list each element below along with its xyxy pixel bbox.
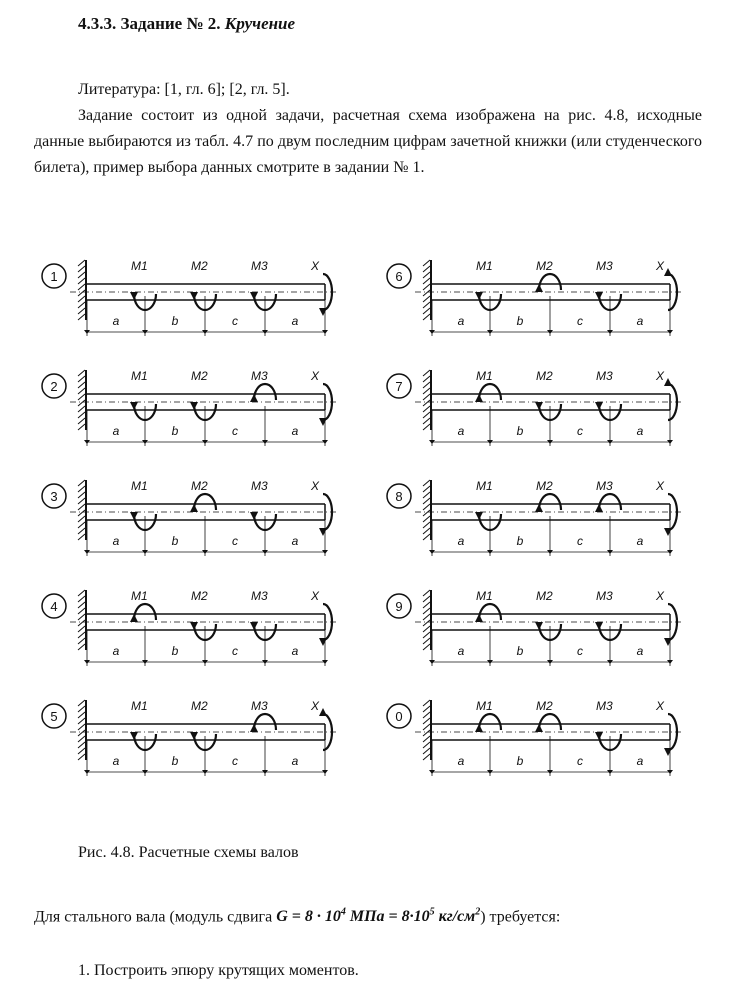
torque-arrowhead bbox=[250, 724, 258, 732]
wall-hatch bbox=[423, 534, 430, 540]
wall-hatch bbox=[423, 706, 430, 712]
formula-g: G = 8 · 10 bbox=[276, 908, 341, 926]
wall-hatch bbox=[78, 608, 85, 614]
torque-arrowhead bbox=[190, 504, 198, 512]
wall-hatch bbox=[78, 754, 85, 760]
wall-hatch bbox=[423, 370, 430, 376]
torque-arrowhead bbox=[535, 402, 543, 410]
moment-label: X bbox=[656, 259, 665, 273]
wall-hatch bbox=[423, 266, 430, 272]
wall-hatch bbox=[423, 510, 430, 516]
wall-hatch bbox=[78, 516, 85, 522]
shaft-scheme-3 bbox=[42, 479, 337, 556]
moment-label: M1 bbox=[476, 589, 493, 603]
scheme-number: 0 bbox=[395, 709, 403, 724]
torque-arc bbox=[479, 714, 501, 730]
wall-hatch bbox=[78, 590, 85, 596]
wall-hatch bbox=[78, 266, 85, 272]
torque-arrowhead bbox=[190, 732, 198, 740]
wall-hatch bbox=[78, 272, 85, 278]
moment-label: M2 bbox=[191, 259, 208, 273]
task-description: Задание состоит из одной задачи, расчетная схема изображена на рис. 4.8, исходные данные выбираются из табл. 4.7 по двум последним цифрам зачетной книжки (или студенческого билета), пример выбора данных смотрите в задании № 1. bbox=[34, 107, 702, 176]
torque-arrowhead bbox=[319, 638, 327, 646]
torque-arrowhead bbox=[130, 614, 138, 622]
torque-arrowhead bbox=[319, 418, 327, 426]
wall-hatch bbox=[78, 602, 85, 608]
wall-hatch bbox=[78, 278, 85, 284]
section-heading bbox=[78, 14, 295, 34]
moment-label: M3 bbox=[251, 699, 268, 713]
wall-hatch bbox=[423, 296, 430, 302]
segment-label: c bbox=[577, 644, 583, 658]
torque-arrowhead bbox=[664, 638, 672, 646]
wall-hatch bbox=[78, 638, 85, 644]
formula-exp3: 2 bbox=[475, 907, 481, 918]
wall-hatch bbox=[423, 590, 430, 596]
wall-hatch bbox=[78, 394, 85, 400]
section-number: 4.3.3. Задание № 2. bbox=[78, 14, 221, 33]
moment-label: M1 bbox=[131, 699, 148, 713]
segment-label: a bbox=[112, 424, 120, 438]
wall-hatch bbox=[78, 418, 85, 424]
segment-label: a bbox=[636, 644, 644, 658]
segment-label: a bbox=[457, 644, 465, 658]
moment-label: X bbox=[656, 479, 665, 493]
torque-arrowhead bbox=[664, 268, 672, 276]
wall-hatch bbox=[78, 308, 85, 314]
wall-hatch bbox=[423, 388, 430, 394]
wall-hatch bbox=[78, 534, 85, 540]
moment-label: M3 bbox=[251, 369, 268, 383]
wall-hatch bbox=[423, 406, 430, 412]
scheme-number: 6 bbox=[395, 269, 403, 284]
torque-arrowhead bbox=[664, 528, 672, 536]
wall-hatch bbox=[423, 486, 430, 492]
segment-label: b bbox=[516, 314, 524, 328]
torque-arrowhead bbox=[319, 708, 327, 716]
torque-arrowhead bbox=[535, 724, 543, 732]
moment-label: M1 bbox=[476, 369, 493, 383]
wall-hatch bbox=[78, 498, 85, 504]
segment-label: b bbox=[516, 424, 524, 438]
shaft-scheme-6 bbox=[387, 259, 682, 336]
moment-label: M2 bbox=[536, 369, 553, 383]
wall-hatch bbox=[78, 620, 85, 626]
scheme-number: 8 bbox=[395, 489, 403, 504]
wall-hatch bbox=[423, 736, 430, 742]
torque-arrowhead bbox=[595, 292, 603, 300]
torque-arrowhead bbox=[595, 732, 603, 740]
wall-hatch bbox=[423, 284, 430, 290]
torque-arc bbox=[479, 384, 501, 400]
torque-arrowhead bbox=[250, 512, 258, 520]
torque-arrowhead bbox=[130, 402, 138, 410]
wall-hatch bbox=[78, 748, 85, 754]
segment-label: b bbox=[171, 314, 179, 328]
shaft-scheme-7 bbox=[387, 369, 682, 446]
scheme-number: 7 bbox=[395, 379, 403, 394]
figure-caption: Рис. 4.8. Расчетные схемы валов bbox=[78, 844, 299, 861]
wall-hatch bbox=[78, 400, 85, 406]
torque-arrowhead bbox=[190, 292, 198, 300]
segment-label: a bbox=[291, 424, 299, 438]
moment-label: X bbox=[656, 589, 665, 603]
torque-arrowhead bbox=[595, 622, 603, 630]
wall-hatch bbox=[78, 510, 85, 516]
wall-hatch bbox=[78, 712, 85, 718]
moment-label: M2 bbox=[536, 479, 553, 493]
wall-hatch bbox=[423, 272, 430, 278]
formula-exp1: 4 bbox=[340, 907, 346, 918]
wall-hatch bbox=[78, 742, 85, 748]
torque-arc bbox=[539, 274, 561, 290]
wall-hatch bbox=[423, 638, 430, 644]
wall-hatch bbox=[423, 596, 430, 602]
shaft-scheme-2 bbox=[42, 369, 337, 446]
wall-hatch bbox=[78, 522, 85, 528]
segment-label: a bbox=[636, 754, 644, 768]
wall-hatch bbox=[78, 644, 85, 650]
torque-arrowhead bbox=[130, 512, 138, 520]
wall-hatch bbox=[423, 602, 430, 608]
wall-hatch bbox=[423, 516, 430, 522]
moment-label: M3 bbox=[251, 589, 268, 603]
wall-hatch bbox=[78, 486, 85, 492]
torque-arrowhead bbox=[475, 724, 483, 732]
moment-label: M3 bbox=[596, 479, 613, 493]
scheme-number: 1 bbox=[50, 269, 58, 284]
torque-arc bbox=[539, 494, 561, 510]
wall-hatch bbox=[78, 296, 85, 302]
wall-hatch bbox=[78, 724, 85, 730]
segment-label: c bbox=[232, 644, 238, 658]
wall-hatch bbox=[423, 504, 430, 510]
shaft-scheme-8 bbox=[387, 479, 682, 556]
wall-hatch bbox=[423, 742, 430, 748]
wall-hatch bbox=[423, 382, 430, 388]
segment-label: b bbox=[171, 754, 179, 768]
moment-label: M2 bbox=[536, 589, 553, 603]
moment-label: M1 bbox=[131, 589, 148, 603]
scheme-number: 3 bbox=[50, 489, 58, 504]
segment-label: b bbox=[171, 534, 179, 548]
scheme-number: 4 bbox=[50, 599, 58, 614]
segment-label: a bbox=[291, 534, 299, 548]
segment-label: b bbox=[516, 644, 524, 658]
wall-hatch bbox=[78, 718, 85, 724]
torque-arc bbox=[539, 714, 561, 730]
wall-hatch bbox=[423, 492, 430, 498]
formula-exp2: 5 bbox=[429, 907, 435, 918]
wall-hatch bbox=[78, 314, 85, 320]
steel-suffix: ) требуется: bbox=[480, 908, 561, 926]
torque-arc bbox=[254, 714, 276, 730]
torque-arc bbox=[194, 494, 216, 510]
torque-arrowhead bbox=[535, 504, 543, 512]
wall-hatch bbox=[423, 608, 430, 614]
moment-label: M1 bbox=[476, 259, 493, 273]
segment-label: b bbox=[171, 644, 179, 658]
moment-label: X bbox=[311, 259, 320, 273]
segment-label: b bbox=[516, 534, 524, 548]
torque-arrowhead bbox=[190, 402, 198, 410]
shaft-scheme-5 bbox=[42, 699, 337, 776]
segment-label: a bbox=[112, 314, 120, 328]
wall-hatch bbox=[423, 730, 430, 736]
moment-label: M1 bbox=[131, 479, 148, 493]
shear-modulus-formula bbox=[276, 908, 480, 925]
wall-hatch bbox=[78, 284, 85, 290]
torque-arrowhead bbox=[319, 528, 327, 536]
moment-label: M2 bbox=[536, 259, 553, 273]
wall-hatch bbox=[78, 492, 85, 498]
segment-label: a bbox=[636, 314, 644, 328]
wall-hatch bbox=[423, 302, 430, 308]
shaft-scheme-1 bbox=[42, 259, 337, 336]
wall-hatch bbox=[423, 614, 430, 620]
torque-arrowhead bbox=[475, 394, 483, 402]
wall-hatch bbox=[423, 700, 430, 706]
wall-hatch bbox=[423, 394, 430, 400]
torque-arrowhead bbox=[475, 614, 483, 622]
wall-hatch bbox=[78, 412, 85, 418]
segment-label: a bbox=[112, 534, 120, 548]
moment-label: M1 bbox=[476, 699, 493, 713]
torque-arrowhead bbox=[475, 512, 483, 520]
segment-label: a bbox=[291, 314, 299, 328]
shaft-scheme-9 bbox=[387, 589, 682, 666]
segment-label: a bbox=[291, 754, 299, 768]
torque-arc bbox=[254, 384, 276, 400]
wall-hatch bbox=[423, 626, 430, 632]
torque-arrowhead bbox=[250, 292, 258, 300]
segment-label: a bbox=[457, 314, 465, 328]
torque-arrowhead bbox=[319, 308, 327, 316]
torque-arc bbox=[599, 494, 621, 510]
wall-hatch bbox=[423, 278, 430, 284]
wall-hatch bbox=[78, 504, 85, 510]
moment-label: M1 bbox=[131, 369, 148, 383]
wall-hatch bbox=[423, 748, 430, 754]
segment-label: a bbox=[636, 534, 644, 548]
scheme-number: 9 bbox=[395, 599, 403, 614]
moment-label: M2 bbox=[191, 699, 208, 713]
formula-unit: кг/см bbox=[434, 908, 476, 926]
torque-arrowhead bbox=[595, 402, 603, 410]
torque-arrowhead bbox=[130, 292, 138, 300]
wall-hatch bbox=[78, 626, 85, 632]
moment-label: M3 bbox=[596, 589, 613, 603]
moment-label: M2 bbox=[191, 479, 208, 493]
moment-label: M2 bbox=[191, 589, 208, 603]
steel-shaft-statement bbox=[34, 900, 704, 930]
wall-hatch bbox=[423, 480, 430, 486]
shaft-scheme-0 bbox=[387, 699, 682, 776]
moment-label: X bbox=[311, 699, 320, 713]
wall-hatch bbox=[423, 290, 430, 296]
segment-label: a bbox=[291, 644, 299, 658]
segment-label: c bbox=[232, 534, 238, 548]
torque-arc bbox=[479, 604, 501, 620]
torque-arrowhead bbox=[664, 748, 672, 756]
segment-label: a bbox=[112, 754, 120, 768]
task-item-1: 1. Построить эпюру крутящих моментов. bbox=[78, 962, 359, 979]
moment-label: M1 bbox=[131, 259, 148, 273]
steel-prefix: Для стального вала (модуль сдвига bbox=[34, 908, 273, 926]
moment-label: M3 bbox=[596, 259, 613, 273]
segment-label: c bbox=[577, 534, 583, 548]
moment-label: M3 bbox=[251, 479, 268, 493]
wall-hatch bbox=[78, 260, 85, 266]
wall-hatch bbox=[78, 480, 85, 486]
wall-hatch bbox=[423, 528, 430, 534]
wall-hatch bbox=[423, 400, 430, 406]
wall-hatch bbox=[78, 302, 85, 308]
torque-arrowhead bbox=[130, 732, 138, 740]
wall-hatch bbox=[423, 376, 430, 382]
wall-hatch bbox=[78, 736, 85, 742]
literature-line: Литература: [1, гл. 6]; [2, гл. 5]. bbox=[78, 81, 290, 98]
moment-label: M2 bbox=[536, 699, 553, 713]
torque-arrowhead bbox=[535, 284, 543, 292]
wall-hatch bbox=[78, 406, 85, 412]
scheme-number: 2 bbox=[50, 379, 58, 394]
wall-hatch bbox=[78, 700, 85, 706]
wall-hatch bbox=[423, 412, 430, 418]
wall-hatch bbox=[78, 614, 85, 620]
wall-hatch bbox=[78, 596, 85, 602]
segment-label: a bbox=[457, 424, 465, 438]
wall-hatch bbox=[423, 424, 430, 430]
wall-hatch bbox=[423, 620, 430, 626]
segment-label: b bbox=[171, 424, 179, 438]
wall-hatch bbox=[423, 522, 430, 528]
wall-hatch bbox=[423, 644, 430, 650]
wall-hatch bbox=[423, 718, 430, 724]
torque-arrowhead bbox=[250, 622, 258, 630]
section-title: Кручение bbox=[224, 14, 296, 33]
segment-label: c bbox=[577, 754, 583, 768]
moment-label: M1 bbox=[476, 479, 493, 493]
wall-hatch bbox=[423, 260, 430, 266]
segment-label: c bbox=[232, 754, 238, 768]
segment-label: c bbox=[232, 314, 238, 328]
wall-hatch bbox=[78, 382, 85, 388]
wall-hatch bbox=[423, 418, 430, 424]
wall-hatch bbox=[423, 308, 430, 314]
moment-label: X bbox=[311, 479, 320, 493]
segment-label: c bbox=[577, 314, 583, 328]
wall-hatch bbox=[78, 424, 85, 430]
formula-mid: МПа = 8·10 bbox=[345, 908, 430, 926]
torque-arrowhead bbox=[475, 292, 483, 300]
scheme-number: 5 bbox=[50, 709, 58, 724]
wall-hatch bbox=[78, 730, 85, 736]
segment-label: c bbox=[232, 424, 238, 438]
moment-label: X bbox=[311, 589, 320, 603]
segment-label: a bbox=[457, 754, 465, 768]
wall-hatch bbox=[78, 528, 85, 534]
torque-arrowhead bbox=[190, 622, 198, 630]
segment-label: a bbox=[457, 534, 465, 548]
moment-label: X bbox=[656, 699, 665, 713]
segment-label: a bbox=[636, 424, 644, 438]
wall-hatch bbox=[78, 388, 85, 394]
segment-label: c bbox=[577, 424, 583, 438]
moment-label: M3 bbox=[596, 699, 613, 713]
torque-arrowhead bbox=[595, 504, 603, 512]
moment-label: M3 bbox=[596, 369, 613, 383]
shaft-schemes-figure bbox=[0, 250, 734, 810]
torque-arrowhead bbox=[664, 378, 672, 386]
wall-hatch bbox=[423, 632, 430, 638]
wall-hatch bbox=[423, 724, 430, 730]
wall-hatch bbox=[423, 754, 430, 760]
torque-arrowhead bbox=[535, 622, 543, 630]
wall-hatch bbox=[78, 376, 85, 382]
torque-arrowhead bbox=[250, 394, 258, 402]
wall-hatch bbox=[423, 712, 430, 718]
wall-hatch bbox=[423, 498, 430, 504]
shaft-scheme-4 bbox=[42, 589, 337, 666]
wall-hatch bbox=[423, 314, 430, 320]
torque-arc bbox=[134, 604, 156, 620]
moment-label: X bbox=[656, 369, 665, 383]
wall-hatch bbox=[78, 290, 85, 296]
moment-label: M3 bbox=[251, 259, 268, 273]
wall-hatch bbox=[78, 706, 85, 712]
segment-label: b bbox=[516, 754, 524, 768]
moment-label: X bbox=[311, 369, 320, 383]
moment-label: M2 bbox=[191, 369, 208, 383]
segment-label: a bbox=[112, 644, 120, 658]
wall-hatch bbox=[78, 632, 85, 638]
wall-hatch bbox=[78, 370, 85, 376]
